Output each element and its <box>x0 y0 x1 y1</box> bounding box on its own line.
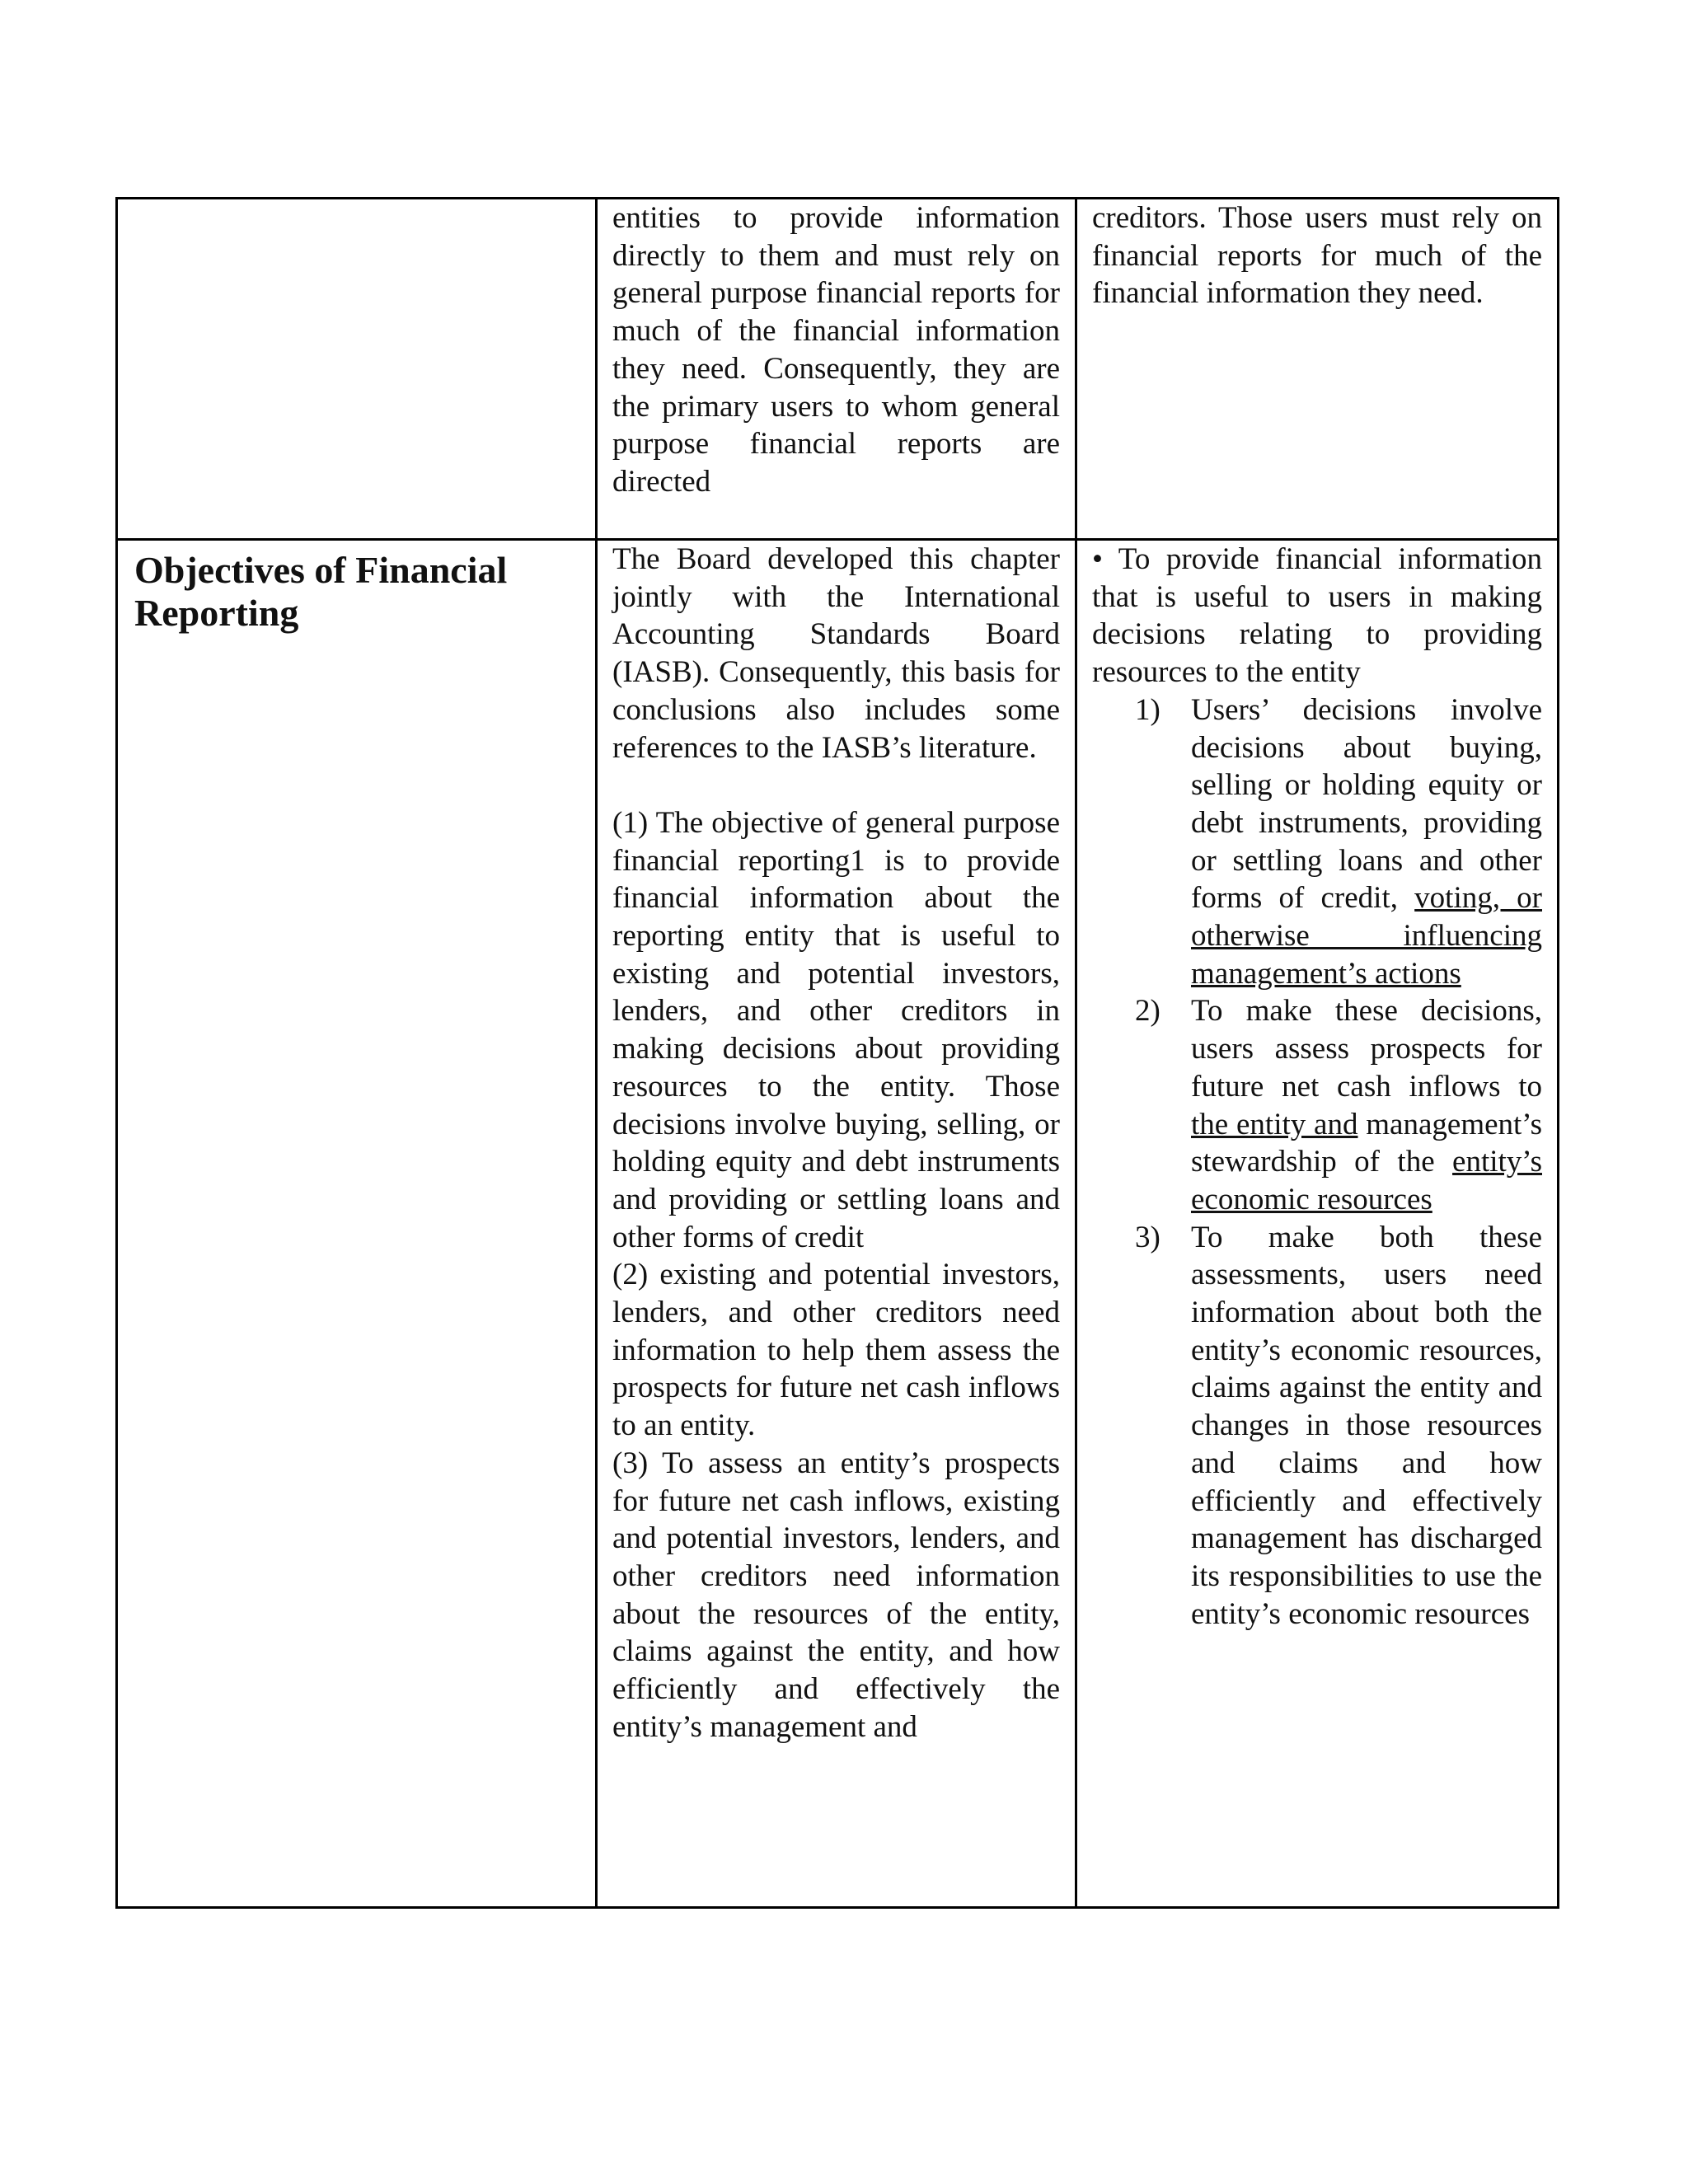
table-cell-topic <box>117 540 597 1908</box>
framework-intro: The Board developed this chapter jointly with the International Accounting Standards Board (IASB). Consequently, this basis for conclusions also includes some references to the IASB’s literature. <box>612 542 1060 765</box>
list-item <box>1092 992 1542 1218</box>
list-text: To make these decisions, users assess prospects for future net cash inflows to <box>1191 994 1542 1104</box>
list-item <box>1092 691 1542 993</box>
framework-paragraph-2: (2) existing and potential investors, lenders, and other creditors need information to help them assess the prospects for future net cash inflows to an entity. <box>612 1258 1060 1443</box>
underlined-text: entity’s economic resources <box>1191 1145 1542 1216</box>
table-row <box>117 199 1559 540</box>
table-cell-framework-text <box>597 540 1076 1908</box>
table-row <box>117 540 1559 1908</box>
list-item <box>1092 1219 1542 1633</box>
framework-table <box>115 197 1559 1909</box>
table-cell-summary <box>1076 540 1559 1908</box>
framework-text: entities to provide information directly to them and must rely on general purpose financial reports for much of the financial information they need. Consequently, they are the primary users to whom general purpose financial reports are directed <box>612 201 1060 499</box>
framework-paragraph-1: (1) The objective of general purpose financial reporting1 is to provide financial information about the reporting entity that is useful to existing and potential investors, lenders, and other creditors in making decisions about providing resources to the entity. Those decisions involve buying, selling, or holding equity and debt instruments and providing or settling loans and other forms of credit <box>612 805 1060 1254</box>
list-text: To make both these assessments, users need information about both the entity’s economic resources, claims against the entity and changes in those resources and claims and how efficiently and effectively management has discharged its responsibilities to use the entity’s economic resources <box>1191 1220 1542 1631</box>
paragraph-gap <box>612 766 1060 804</box>
table-cell-topic <box>117 199 597 540</box>
summary-bullet: • To provide financial information that is useful to users in making decisions relating to providing resources to the entity <box>1092 542 1542 690</box>
section-heading: Objectives of Financial Reporting <box>134 549 508 634</box>
summary-list <box>1092 691 1542 1633</box>
framework-paragraph-3: (3) To assess an entity’s prospects for future net cash inflows, existing and potential investors, lenders, and other creditors need information about the resources of the entity, claims against the entity, and how efficiently and effectively the entity’s management and <box>612 1446 1060 1744</box>
list-number: 3) <box>1135 1220 1160 1254</box>
list-number: 1) <box>1135 692 1160 727</box>
summary-text: creditors. Those users must rely on financial reports for much of the financial information they need. <box>1092 201 1542 311</box>
underlined-text: voting, or otherwise influencing management’s actions <box>1191 881 1542 991</box>
table-cell-summary <box>1076 199 1559 540</box>
table-cell-framework-text <box>597 199 1076 540</box>
underlined-text: the entity and <box>1191 1107 1358 1141</box>
list-text: Users’ decisions involve decisions about buying, selling or holding equity or debt instruments, providing or settling loans and other forms of credit, <box>1191 692 1542 916</box>
list-text-tail: management’s stewardship of the <box>1191 1107 1542 1179</box>
list-number: 2) <box>1135 994 1160 1029</box>
